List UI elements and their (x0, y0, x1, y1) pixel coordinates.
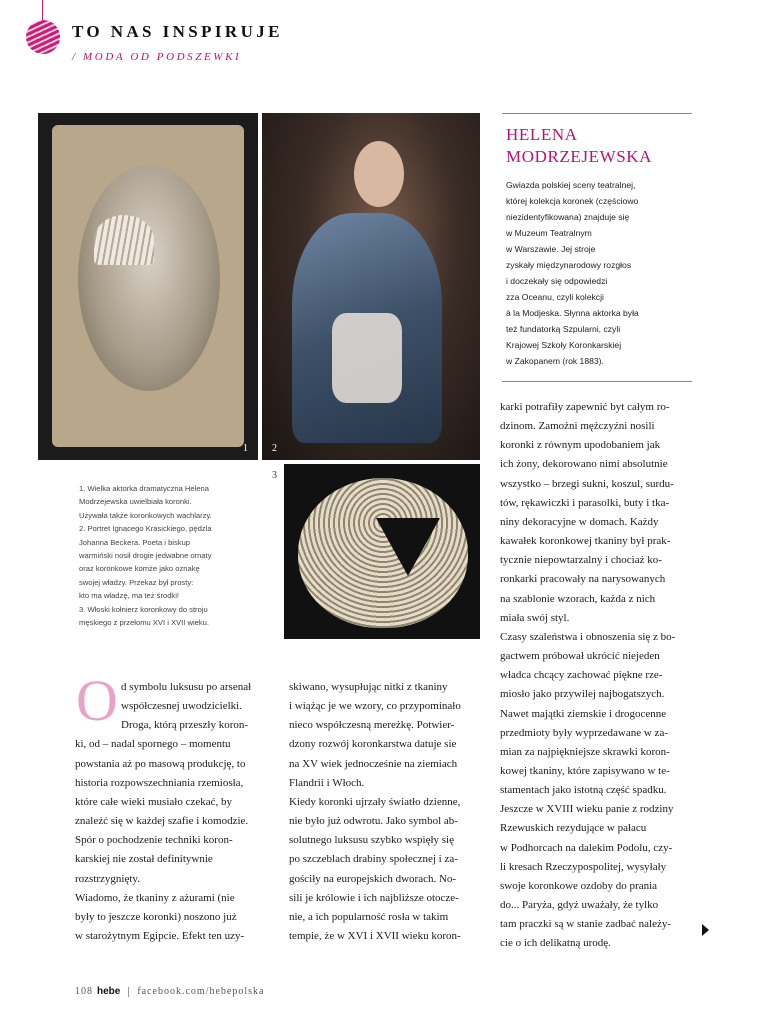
article-line: miała swój styl. (500, 611, 570, 624)
collar-opening (376, 518, 440, 576)
sidebar-top-rule (502, 113, 692, 114)
photo-card (52, 125, 244, 447)
article-line: rozstrzygnięty. (75, 872, 140, 885)
sidebar-line: w Zakopanem (rok 1883). (506, 356, 604, 366)
article-line: cie o ich delikatną urodę. (500, 937, 611, 950)
article-line: mian za najpiękniejsze skrawki koron- (500, 745, 670, 758)
article-line: po szczeblach drabiny społecznej i za- (289, 853, 458, 866)
caption-line: Johanna Beckera. Poeta i biskup (79, 537, 191, 547)
article-line: w Podhorcach na dalekim Podolu, czy- (500, 841, 673, 854)
lace-collar (298, 478, 468, 628)
article-line: na XV wiek jednocześnie na ziemiach (289, 757, 458, 770)
caption-line: Modrzejewska uwielbiała koronki. (79, 497, 192, 507)
article-line: nie było już odwrotu. Jako symbol ab- (289, 815, 458, 828)
ornament-string (42, 0, 43, 20)
article-line: w starożytnym Egipcie. Efekt ten uzy- (75, 930, 245, 943)
portrait-lace (332, 313, 402, 403)
sidebar-line: której kolekcja koronek (częściowo (506, 196, 639, 206)
sidebar-line: niezidentyfikowana) znajduje się (506, 212, 630, 222)
article-line: d symbolu luksusu po arsenał (121, 681, 252, 693)
article-line: współczesnej uwodzicielki. (121, 700, 242, 713)
caption-line: warmiński nosił drogie jedwabne ornaty (79, 551, 212, 561)
sidebar-text (506, 177, 696, 369)
section-title: TO NAS INSPIRUJE (72, 22, 283, 41)
caption-line: kto ma władzę, ma też środki! (79, 591, 180, 601)
article-column-3 (500, 398, 692, 954)
sidebar-line: Krajowej Szkoły Koronkarskiej (506, 340, 622, 350)
sidebar-title (506, 124, 652, 168)
sidebar-line: też fundatorką Szpularni, czyli (506, 324, 621, 334)
article-line: karki potrafiły zapewnić byt całym ro- (500, 401, 670, 413)
article-line: swoje koronkowe ozdoby do prania (500, 879, 658, 892)
article-line: ronkarki pracowały na narysowanych (500, 573, 666, 586)
article-line: powstania aż po masową produkcję, to (75, 757, 246, 770)
article-line: tów, rękawiczki i parasolki, buty i tka- (500, 496, 670, 509)
article-line: znaleźć się w każdej szafie i komodzie. (75, 815, 249, 828)
brand-logo: hebe (97, 986, 121, 997)
sidebar-line: w Muzeum Teatralnym (506, 228, 592, 238)
caption-line: męskiego z przełomu XVI i XVII wieku. (79, 618, 209, 628)
photo-modrzejewska (38, 113, 258, 460)
article-line: przedmioty były wyprzedawane w za- (500, 726, 668, 739)
article-line: koronki z równym upodobaniem jak (500, 439, 661, 452)
article-line: Rzewuskich rezydujące w pałacu (500, 822, 647, 835)
article-line: ich żony, dekorowano nimi absolutnie (500, 458, 668, 471)
page-number: 108 (75, 986, 93, 997)
photo-number: 2 (272, 443, 277, 454)
article-line: nieco współczesną mereżkę. Potwier- (289, 719, 455, 732)
photo-krasicki-portrait (262, 113, 480, 460)
photo-number: 1 (243, 443, 248, 454)
article-line: Czasy szaleństwa i obnoszenia się z bo- (500, 630, 676, 643)
article-line: kowej tkaniny, które zapisywano w te- (500, 764, 670, 777)
article-line: do... Paryża, gdyż uważały, że tylko (500, 899, 659, 912)
caption-line: oraz koronkowe komże jako oznakę (79, 564, 200, 574)
article-line: władca chcący zachować piękne rze- (500, 669, 663, 682)
section-subtitle: / MODA OD PODSZEWKI (72, 51, 242, 63)
continue-arrow-icon (702, 924, 709, 936)
article-line: tycznie niepowtarzalny i chociaż ko- (500, 554, 662, 567)
caption-line: Używała także koronkowych wachlarzy. (79, 510, 212, 520)
article-line: gościły na europejskich dworach. No- (289, 872, 457, 885)
caption-line: 1. Wielka aktorka dramatyczna Helena (79, 484, 209, 493)
article-line: skiwano, wysupłując nitki z tkaniny (289, 681, 448, 693)
article-line: na szablonie wzorach, każda z nich (500, 592, 656, 605)
article-line: historia rozpowszechniania rzemiosła, (75, 776, 244, 789)
photo-captions (79, 482, 264, 629)
article-column-2 (289, 678, 479, 946)
article-line: były to jeszcze koronki) noszono już (75, 910, 237, 923)
article-line: Flandrii i Włoch. (289, 776, 365, 789)
article-line: ki, od – nadal spornego – momentu (75, 738, 231, 751)
sidebar-line: à la Modjeska. Słynna aktorka była (506, 308, 639, 318)
photo-lace-collar (284, 464, 480, 639)
article-line: niny dekoracyjne w domach. Każdy (500, 515, 659, 528)
article-line: stamentach jako istotną część spadku. (500, 784, 667, 797)
article-line: Nawet majątki ziemskie i drogocenne (500, 707, 667, 720)
sidebar-bottom-rule (502, 381, 692, 382)
sidebar-title-line: MODRZEJEWSKA (506, 147, 653, 166)
caption-line: swojej władzy. Przekaz był prosty: (79, 577, 194, 587)
sidebar-line: i doczekały się odpowiedzi (506, 276, 608, 286)
article-line: Spór o pochodzenie techniki koron- (75, 834, 233, 847)
footer-url[interactable]: facebook.com/hebepolska (137, 986, 265, 997)
article-line: kawałek koronkowej tkaniny był prak- (500, 535, 671, 548)
article-column-1 (75, 678, 267, 946)
portrait-oval (78, 165, 220, 391)
page-footer (75, 986, 264, 997)
caption-line: 2. Portret Ignacego Krasickiego, pędzla (79, 524, 212, 534)
article-line: które całe wieki musiało czekać, by (75, 795, 232, 808)
article-line: Droga, którą przeszły koron- (121, 719, 249, 732)
caption-line: 3. Włoski kołnierz koronkowy do stroju (79, 604, 208, 614)
article-line: gactwem próbował ukrócić niejeden (500, 650, 660, 663)
article-line: wszystko – brzegi sukni, koszul, surdu- (500, 477, 674, 490)
article-line: solutnego luksusu szybko wspięły się (289, 834, 454, 847)
article-line: Wiadomo, że tkaniny z ażurami (nie (75, 891, 235, 904)
drop-cap: O (76, 668, 118, 733)
article-line: Kiedy koronki ujrzały światło dzienne, (289, 795, 461, 808)
christmas-ornament-icon (26, 20, 60, 54)
article-line: karskiej nie został definitywnie (75, 853, 213, 866)
article-line: miosło jako przywilej najbogatszych. (500, 688, 665, 701)
article-line: i wiążąc je we wzory, co przypominało (289, 700, 461, 713)
footer-divider (128, 987, 129, 997)
photo-number: 3 (272, 470, 277, 481)
article-line: tam praczki są w stanie zadbać należy- (500, 918, 672, 931)
article-line: dzony rozwój koronkarstwa datuje sie (289, 738, 457, 751)
article-line: tempie, że w XVI i XVII wieku koron- (289, 930, 461, 943)
sidebar-line: w Warszawie. Jej stroje (506, 244, 596, 254)
sidebar-title-line: HELENA (506, 125, 578, 144)
fan-icon (94, 215, 154, 265)
article-line: li kresach Rzeczypospolitej, wysyłały (500, 860, 667, 873)
sidebar-line: zza Oceanu, czyli kolekcji (506, 292, 604, 302)
article-line: dzinom. Zamożni mężczyźni nosili (500, 420, 655, 433)
portrait-head (354, 141, 404, 207)
article-line: sili je królowie i ich najbliższe otocze- (289, 891, 459, 904)
article-line: Jeszcze w XVIII wieku panie z rodziny (500, 803, 674, 816)
sidebar-line: zyskały międzynarodowy rozgłos (506, 260, 632, 270)
sidebar-line: Gwiazda polskiej sceny teatralnej, (506, 180, 636, 190)
article-line: nie, a ich popularność rosła w takim (289, 910, 449, 923)
